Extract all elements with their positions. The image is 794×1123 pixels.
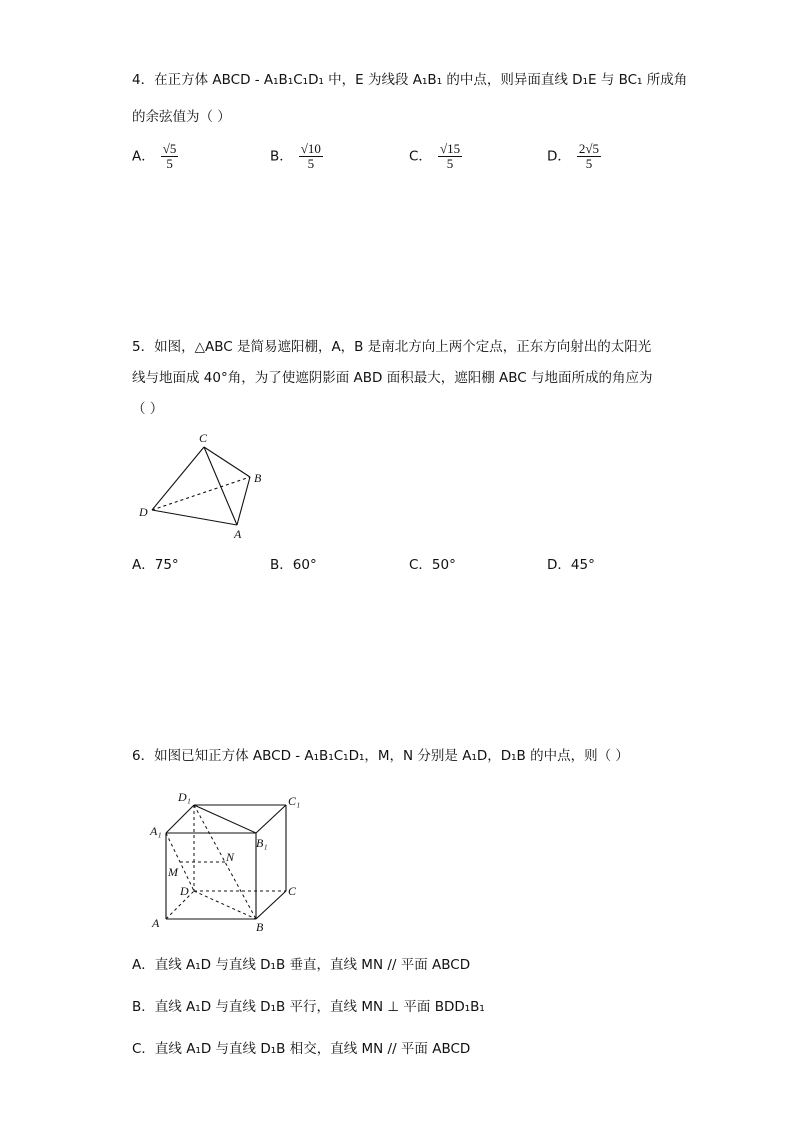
denominator: 5 bbox=[166, 156, 173, 171]
fraction bbox=[299, 142, 323, 171]
edge-CD bbox=[152, 447, 204, 510]
q5-figure-tetrahedron bbox=[130, 425, 280, 545]
q5-option-b[interactable]: B．60° bbox=[270, 557, 317, 573]
edge-DB-dashed bbox=[152, 477, 250, 510]
label-B: B bbox=[254, 471, 262, 485]
label-A: A bbox=[152, 916, 160, 930]
numerator: √15 bbox=[439, 141, 461, 156]
q5-option-a[interactable]: A．75° bbox=[132, 557, 179, 573]
q5-stem-line1: 5．如图，△ABC 是简易遮阳棚，A，B 是南北方向上两个定点，正东方向射出的太阳光 bbox=[132, 339, 652, 355]
numerator: 2√5 bbox=[578, 141, 600, 156]
label-D1: D₁ bbox=[178, 790, 191, 804]
q6-option-a[interactable]: A．直线 A₁D 与直线 D₁B 垂直，直线 MN // 平面 ABCD bbox=[132, 957, 471, 973]
label-B1: B₁ bbox=[256, 836, 268, 850]
edge-D1B1 bbox=[194, 805, 256, 833]
q4-stem-line1: 4．在正方体 ABCD - A₁B₁C₁D₁ 中，E 为线段 A₁B₁ 的中点，则异面直线 D₁E 与 BC₁ 所成角 bbox=[132, 72, 688, 88]
fraction bbox=[161, 142, 179, 171]
label-C1: C₁ bbox=[288, 794, 301, 808]
edge-CA bbox=[204, 447, 237, 525]
label-D: D bbox=[139, 505, 148, 519]
edge-BC bbox=[256, 891, 286, 919]
label-M: M bbox=[168, 865, 178, 879]
q6-option-c[interactable]: C．直线 A₁D 与直线 D₁B 相交，直线 MN // 平面 ABCD bbox=[132, 1041, 471, 1057]
option-label: C． bbox=[409, 148, 432, 165]
q5-option-d[interactable]: D．45° bbox=[547, 557, 595, 573]
label-A1: A₁ bbox=[150, 824, 162, 838]
label-N: N bbox=[226, 850, 235, 864]
option-label: A． bbox=[132, 148, 155, 165]
edge-B1C1 bbox=[256, 805, 286, 833]
q4-option-a[interactable] bbox=[132, 142, 178, 171]
q4-stem-line2: 的余弦值为（ ） bbox=[132, 109, 231, 125]
edge-BA bbox=[237, 477, 250, 525]
q4-option-d[interactable] bbox=[547, 142, 601, 171]
fraction bbox=[438, 142, 462, 171]
option-label: B． bbox=[270, 148, 293, 165]
q5-option-c[interactable]: C．50° bbox=[409, 557, 456, 573]
edge-DA bbox=[152, 510, 237, 525]
denominator: 5 bbox=[446, 156, 454, 171]
option-label: D． bbox=[547, 148, 571, 165]
q5-stem-line3: （ ） bbox=[132, 401, 164, 417]
q6-stem-line1: 6．如图已知正方体 ABCD - A₁B₁C₁D₁，M，N 分别是 A₁D，D₁B 的中点，则（ ） bbox=[132, 748, 629, 764]
numerator: √10 bbox=[300, 141, 321, 156]
edge-DB-dashed bbox=[194, 891, 256, 919]
q5-stem-line2: 线与地面成 40°角，为了使遮阴影面 ABD 面积最大，遮阳棚 ABC 与地面所成的角应为 bbox=[132, 370, 653, 386]
q4-option-b[interactable] bbox=[270, 142, 323, 171]
denominator: 5 bbox=[307, 156, 315, 171]
label-A: A bbox=[234, 527, 242, 541]
numerator: √5 bbox=[162, 141, 177, 156]
label-D: D bbox=[180, 884, 189, 898]
q4-option-c[interactable] bbox=[409, 142, 462, 171]
label-C: C bbox=[288, 884, 297, 898]
denominator: 5 bbox=[585, 156, 593, 171]
fraction bbox=[577, 142, 601, 171]
label-B: B bbox=[256, 920, 264, 934]
edge-A1D1 bbox=[166, 805, 194, 833]
q6-option-b[interactable]: B．直线 A₁D 与直线 D₁B 平行，直线 MN ⊥ 平面 BDD₁B₁ bbox=[132, 999, 485, 1015]
q6-figure-cube bbox=[140, 785, 310, 935]
label-C: C bbox=[199, 431, 208, 445]
